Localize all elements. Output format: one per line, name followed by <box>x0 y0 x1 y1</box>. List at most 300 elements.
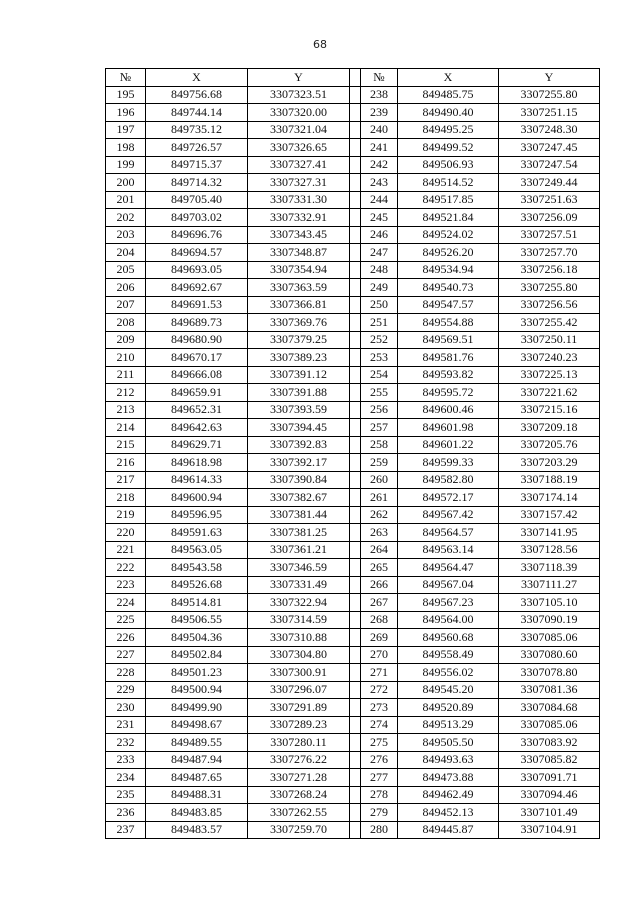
point-number-cell: 245 <box>361 209 398 227</box>
point-number-cell: 271 <box>361 664 398 682</box>
x-coordinate-cell: 849691.53 <box>146 296 248 314</box>
x-coordinate-cell: 849563.05 <box>146 541 248 559</box>
table-row <box>106 419 600 437</box>
point-number-cell: 232 <box>106 734 146 752</box>
x-coordinate-cell: 849567.04 <box>398 576 499 594</box>
y-coordinate-cell: 3307327.41 <box>248 156 350 174</box>
point-number-cell: 236 <box>106 804 146 822</box>
column-gap <box>350 489 361 507</box>
x-coordinate-cell: 849596.95 <box>146 506 248 524</box>
y-coordinate-cell: 3307361.21 <box>248 541 350 559</box>
x-coordinate-cell: 849487.94 <box>146 751 248 769</box>
y-coordinate-cell: 3307111.27 <box>499 576 600 594</box>
y-coordinate-cell: 3307369.76 <box>248 314 350 332</box>
x-coordinate-cell: 849514.81 <box>146 594 248 612</box>
table-row <box>106 139 600 157</box>
y-coordinate-cell: 3307240.23 <box>499 349 600 367</box>
x-coordinate-cell: 849564.47 <box>398 559 499 577</box>
column-gap <box>350 384 361 402</box>
x-coordinate-cell: 849694.57 <box>146 244 248 262</box>
x-coordinate-cell: 849524.02 <box>398 226 499 244</box>
x-coordinate-cell: 849572.17 <box>398 489 499 507</box>
table-row <box>106 191 600 209</box>
point-number-cell: 280 <box>361 821 398 839</box>
y-coordinate-cell: 3307247.45 <box>499 139 600 157</box>
y-coordinate-cell: 3307343.45 <box>248 226 350 244</box>
y-coordinate-cell: 3307257.51 <box>499 226 600 244</box>
column-gap <box>350 436 361 454</box>
table-row <box>106 751 600 769</box>
y-coordinate-cell: 3307322.94 <box>248 594 350 612</box>
column-gap <box>350 576 361 594</box>
column-gap <box>350 366 361 384</box>
column-gap <box>350 121 361 139</box>
point-number-cell: 244 <box>361 191 398 209</box>
column-gap <box>350 244 361 262</box>
point-number-cell: 272 <box>361 681 398 699</box>
column-gap <box>350 349 361 367</box>
x-coordinate-cell: 849600.46 <box>398 401 499 419</box>
column-gap <box>350 629 361 647</box>
point-number-cell: 218 <box>106 489 146 507</box>
y-coordinate-cell: 3307326.65 <box>248 139 350 157</box>
point-number-cell: 241 <box>361 139 398 157</box>
y-coordinate-cell: 3307157.42 <box>499 506 600 524</box>
point-number-cell: 239 <box>361 104 398 122</box>
point-number-cell: 264 <box>361 541 398 559</box>
column-gap <box>350 279 361 297</box>
y-coordinate-cell: 3307247.54 <box>499 156 600 174</box>
x-coordinate-cell: 849543.58 <box>146 559 248 577</box>
column-gap <box>350 191 361 209</box>
x-coordinate-cell: 849506.55 <box>146 611 248 629</box>
x-coordinate-cell: 849520.89 <box>398 699 499 717</box>
y-coordinate-cell: 3307085.82 <box>499 751 600 769</box>
x-coordinate-cell: 849487.65 <box>146 769 248 787</box>
point-number-cell: 250 <box>361 296 398 314</box>
column-gap <box>350 506 361 524</box>
y-coordinate-cell: 3307256.18 <box>499 261 600 279</box>
x-coordinate-cell: 849483.57 <box>146 821 248 839</box>
table-row <box>106 401 600 419</box>
table-row <box>106 576 600 594</box>
point-number-cell: 277 <box>361 769 398 787</box>
point-number-cell: 208 <box>106 314 146 332</box>
y-coordinate-cell: 3307366.81 <box>248 296 350 314</box>
column-gap <box>350 559 361 577</box>
point-number-cell: 197 <box>106 121 146 139</box>
point-number-cell: 259 <box>361 454 398 472</box>
x-coordinate-cell: 849498.67 <box>146 716 248 734</box>
y-coordinate-cell: 3307327.31 <box>248 174 350 192</box>
y-coordinate-cell: 3307332.91 <box>248 209 350 227</box>
table-row <box>106 86 600 104</box>
point-number-cell: 201 <box>106 191 146 209</box>
y-coordinate-cell: 3307379.25 <box>248 331 350 349</box>
column-gap <box>350 156 361 174</box>
x-coordinate-cell: 849614.33 <box>146 471 248 489</box>
y-coordinate-cell: 3307128.56 <box>499 541 600 559</box>
x-coordinate-cell: 849703.02 <box>146 209 248 227</box>
x-coordinate-cell: 849526.68 <box>146 576 248 594</box>
table-row <box>106 506 600 524</box>
y-coordinate-cell: 3307268.24 <box>248 786 350 804</box>
point-number-cell: 265 <box>361 559 398 577</box>
header-gap <box>350 69 361 87</box>
x-coordinate-cell: 849600.94 <box>146 489 248 507</box>
point-number-cell: 226 <box>106 629 146 647</box>
x-coordinate-cell: 849715.37 <box>146 156 248 174</box>
point-number-cell: 253 <box>361 349 398 367</box>
table-row <box>106 156 600 174</box>
column-gap <box>350 734 361 752</box>
table-row <box>106 366 600 384</box>
point-number-cell: 247 <box>361 244 398 262</box>
point-number-cell: 209 <box>106 331 146 349</box>
table-row <box>106 611 600 629</box>
x-coordinate-cell: 849514.52 <box>398 174 499 192</box>
table-row <box>106 524 600 542</box>
x-coordinate-cell: 849564.57 <box>398 524 499 542</box>
point-number-cell: 203 <box>106 226 146 244</box>
column-gap <box>350 331 361 349</box>
point-number-cell: 207 <box>106 296 146 314</box>
x-coordinate-cell: 849502.84 <box>146 646 248 664</box>
point-number-cell: 222 <box>106 559 146 577</box>
point-number-cell: 215 <box>106 436 146 454</box>
x-coordinate-cell: 849547.57 <box>398 296 499 314</box>
x-coordinate-cell: 849489.55 <box>146 734 248 752</box>
column-gap <box>350 769 361 787</box>
y-coordinate-cell: 3307381.25 <box>248 524 350 542</box>
point-number-cell: 242 <box>361 156 398 174</box>
y-coordinate-cell: 3307314.59 <box>248 611 350 629</box>
column-gap <box>350 646 361 664</box>
x-coordinate-cell: 849599.33 <box>398 454 499 472</box>
y-coordinate-cell: 3307320.00 <box>248 104 350 122</box>
point-number-cell: 256 <box>361 401 398 419</box>
point-number-cell: 257 <box>361 419 398 437</box>
y-coordinate-cell: 3307104.91 <box>499 821 600 839</box>
point-number-cell: 269 <box>361 629 398 647</box>
point-number-cell: 278 <box>361 786 398 804</box>
y-coordinate-cell: 3307174.14 <box>499 489 600 507</box>
point-number-cell: 219 <box>106 506 146 524</box>
column-gap <box>350 681 361 699</box>
column-gap <box>350 454 361 472</box>
table-row <box>106 541 600 559</box>
column-gap <box>350 296 361 314</box>
y-coordinate-cell: 3307203.29 <box>499 454 600 472</box>
y-coordinate-cell: 3307391.12 <box>248 366 350 384</box>
point-number-cell: 252 <box>361 331 398 349</box>
x-coordinate-cell: 849696.76 <box>146 226 248 244</box>
column-gap <box>350 751 361 769</box>
point-number-cell: 213 <box>106 401 146 419</box>
x-coordinate-cell: 849693.05 <box>146 261 248 279</box>
column-gap <box>350 804 361 822</box>
y-coordinate-cell: 3307085.06 <box>499 716 600 734</box>
y-coordinate-cell: 3307255.42 <box>499 314 600 332</box>
x-coordinate-cell: 849705.40 <box>146 191 248 209</box>
y-coordinate-cell: 3307257.70 <box>499 244 600 262</box>
column-gap <box>350 594 361 612</box>
y-coordinate-cell: 3307250.11 <box>499 331 600 349</box>
x-coordinate-cell: 849506.93 <box>398 156 499 174</box>
table-row <box>106 786 600 804</box>
y-coordinate-cell: 3307280.11 <box>248 734 350 752</box>
y-coordinate-cell: 3307346.59 <box>248 559 350 577</box>
y-coordinate-cell: 3307078.80 <box>499 664 600 682</box>
x-coordinate-cell: 849670.17 <box>146 349 248 367</box>
x-coordinate-cell: 849499.90 <box>146 699 248 717</box>
point-number-cell: 266 <box>361 576 398 594</box>
point-number-cell: 270 <box>361 646 398 664</box>
x-coordinate-cell: 849490.40 <box>398 104 499 122</box>
table-body <box>106 86 600 839</box>
x-coordinate-cell: 849505.50 <box>398 734 499 752</box>
y-coordinate-cell: 3307262.55 <box>248 804 350 822</box>
y-coordinate-cell: 3307304.80 <box>248 646 350 664</box>
point-number-cell: 233 <box>106 751 146 769</box>
point-number-cell: 196 <box>106 104 146 122</box>
y-coordinate-cell: 3307323.51 <box>248 86 350 104</box>
point-number-cell: 248 <box>361 261 398 279</box>
table-row <box>106 454 600 472</box>
y-coordinate-cell: 3307083.92 <box>499 734 600 752</box>
y-coordinate-cell: 3307255.80 <box>499 279 600 297</box>
x-coordinate-cell: 849445.87 <box>398 821 499 839</box>
y-coordinate-cell: 3307094.46 <box>499 786 600 804</box>
x-coordinate-cell: 849629.71 <box>146 436 248 454</box>
table-header-row <box>106 69 600 87</box>
x-coordinate-cell: 849735.12 <box>146 121 248 139</box>
table-row <box>106 821 600 839</box>
x-coordinate-cell: 849726.57 <box>146 139 248 157</box>
header-number-right: № <box>361 69 398 87</box>
x-coordinate-cell: 849488.31 <box>146 786 248 804</box>
x-coordinate-cell: 849473.88 <box>398 769 499 787</box>
point-number-cell: 216 <box>106 454 146 472</box>
y-coordinate-cell: 3307259.70 <box>248 821 350 839</box>
point-number-cell: 204 <box>106 244 146 262</box>
table-row <box>106 804 600 822</box>
x-coordinate-cell: 849513.29 <box>398 716 499 734</box>
y-coordinate-cell: 3307382.67 <box>248 489 350 507</box>
y-coordinate-cell: 3307331.30 <box>248 191 350 209</box>
x-coordinate-cell: 849595.72 <box>398 384 499 402</box>
x-coordinate-cell: 849452.13 <box>398 804 499 822</box>
x-coordinate-cell: 849495.25 <box>398 121 499 139</box>
table-row <box>106 226 600 244</box>
x-coordinate-cell: 849618.98 <box>146 454 248 472</box>
y-coordinate-cell: 3307363.59 <box>248 279 350 297</box>
x-coordinate-cell: 849593.82 <box>398 366 499 384</box>
y-coordinate-cell: 3307296.07 <box>248 681 350 699</box>
table-row <box>106 681 600 699</box>
point-number-cell: 274 <box>361 716 398 734</box>
y-coordinate-cell: 3307321.04 <box>248 121 350 139</box>
header-number-left: № <box>106 69 146 87</box>
y-coordinate-cell: 3307389.23 <box>248 349 350 367</box>
x-coordinate-cell: 849680.90 <box>146 331 248 349</box>
y-coordinate-cell: 3307081.36 <box>499 681 600 699</box>
x-coordinate-cell: 849601.22 <box>398 436 499 454</box>
table-row <box>106 646 600 664</box>
point-number-cell: 246 <box>361 226 398 244</box>
x-coordinate-cell: 849756.68 <box>146 86 248 104</box>
column-gap <box>350 524 361 542</box>
table-row <box>106 629 600 647</box>
point-number-cell: 263 <box>361 524 398 542</box>
point-number-cell: 205 <box>106 261 146 279</box>
y-coordinate-cell: 3307392.17 <box>248 454 350 472</box>
y-coordinate-cell: 3307118.39 <box>499 559 600 577</box>
table-row <box>106 436 600 454</box>
column-gap <box>350 86 361 104</box>
x-coordinate-cell: 849642.63 <box>146 419 248 437</box>
point-number-cell: 210 <box>106 349 146 367</box>
y-coordinate-cell: 3307221.62 <box>499 384 600 402</box>
x-coordinate-cell: 849540.73 <box>398 279 499 297</box>
point-number-cell: 255 <box>361 384 398 402</box>
header-y-left: Y <box>248 69 350 87</box>
y-coordinate-cell: 3307091.71 <box>499 769 600 787</box>
point-number-cell: 268 <box>361 611 398 629</box>
x-coordinate-cell: 849601.98 <box>398 419 499 437</box>
x-coordinate-cell: 849563.14 <box>398 541 499 559</box>
table-row <box>106 471 600 489</box>
x-coordinate-cell: 849545.20 <box>398 681 499 699</box>
y-coordinate-cell: 3307276.22 <box>248 751 350 769</box>
column-gap <box>350 261 361 279</box>
header-x-left: X <box>146 69 248 87</box>
x-coordinate-cell: 849499.52 <box>398 139 499 157</box>
y-coordinate-cell: 3307084.68 <box>499 699 600 717</box>
x-coordinate-cell: 849666.08 <box>146 366 248 384</box>
column-gap <box>350 664 361 682</box>
y-coordinate-cell: 3307391.88 <box>248 384 350 402</box>
table-row <box>106 769 600 787</box>
y-coordinate-cell: 3307310.88 <box>248 629 350 647</box>
column-gap <box>350 314 361 332</box>
point-number-cell: 198 <box>106 139 146 157</box>
x-coordinate-cell: 849554.88 <box>398 314 499 332</box>
point-number-cell: 206 <box>106 279 146 297</box>
point-number-cell: 238 <box>361 86 398 104</box>
point-number-cell: 199 <box>106 156 146 174</box>
x-coordinate-cell: 849582.80 <box>398 471 499 489</box>
point-number-cell: 202 <box>106 209 146 227</box>
y-coordinate-cell: 3307205.76 <box>499 436 600 454</box>
table-row <box>106 384 600 402</box>
y-coordinate-cell: 3307256.09 <box>499 209 600 227</box>
point-number-cell: 243 <box>361 174 398 192</box>
y-coordinate-cell: 3307392.83 <box>248 436 350 454</box>
point-number-cell: 258 <box>361 436 398 454</box>
x-coordinate-cell: 849501.23 <box>146 664 248 682</box>
y-coordinate-cell: 3307101.49 <box>499 804 600 822</box>
y-coordinate-cell: 3307390.84 <box>248 471 350 489</box>
x-coordinate-cell: 849567.42 <box>398 506 499 524</box>
point-number-cell: 251 <box>361 314 398 332</box>
table-row <box>106 244 600 262</box>
x-coordinate-cell: 849500.94 <box>146 681 248 699</box>
y-coordinate-cell: 3307251.63 <box>499 191 600 209</box>
column-gap <box>350 611 361 629</box>
y-coordinate-cell: 3307393.59 <box>248 401 350 419</box>
y-coordinate-cell: 3307105.10 <box>499 594 600 612</box>
table-row <box>106 716 600 734</box>
x-coordinate-cell: 849504.36 <box>146 629 248 647</box>
table-row <box>106 279 600 297</box>
table-row <box>106 296 600 314</box>
point-number-cell: 261 <box>361 489 398 507</box>
y-coordinate-cell: 3307249.44 <box>499 174 600 192</box>
x-coordinate-cell: 849581.76 <box>398 349 499 367</box>
y-coordinate-cell: 3307188.19 <box>499 471 600 489</box>
x-coordinate-cell: 849652.31 <box>146 401 248 419</box>
column-gap <box>350 174 361 192</box>
y-coordinate-cell: 3307225.13 <box>499 366 600 384</box>
table-row <box>106 331 600 349</box>
x-coordinate-cell: 849714.32 <box>146 174 248 192</box>
x-coordinate-cell: 849485.75 <box>398 86 499 104</box>
point-number-cell: 279 <box>361 804 398 822</box>
column-gap <box>350 401 361 419</box>
column-gap <box>350 786 361 804</box>
point-number-cell: 240 <box>361 121 398 139</box>
point-number-cell: 221 <box>106 541 146 559</box>
coordinates-table <box>105 68 600 839</box>
point-number-cell: 225 <box>106 611 146 629</box>
point-number-cell: 260 <box>361 471 398 489</box>
point-number-cell: 262 <box>361 506 398 524</box>
y-coordinate-cell: 3307080.60 <box>499 646 600 664</box>
point-number-cell: 249 <box>361 279 398 297</box>
point-number-cell: 214 <box>106 419 146 437</box>
y-coordinate-cell: 3307271.28 <box>248 769 350 787</box>
table-row <box>106 314 600 332</box>
column-gap <box>350 419 361 437</box>
y-coordinate-cell: 3307291.89 <box>248 699 350 717</box>
table-row <box>106 699 600 717</box>
x-coordinate-cell: 849558.49 <box>398 646 499 664</box>
x-coordinate-cell: 849689.73 <box>146 314 248 332</box>
table-row <box>106 734 600 752</box>
y-coordinate-cell: 3307381.44 <box>248 506 350 524</box>
point-number-cell: 276 <box>361 751 398 769</box>
point-number-cell: 229 <box>106 681 146 699</box>
x-coordinate-cell: 849744.14 <box>146 104 248 122</box>
header-x-right: X <box>398 69 499 87</box>
point-number-cell: 273 <box>361 699 398 717</box>
x-coordinate-cell: 849526.20 <box>398 244 499 262</box>
point-number-cell: 212 <box>106 384 146 402</box>
table-row <box>106 664 600 682</box>
point-number-cell: 237 <box>106 821 146 839</box>
point-number-cell: 231 <box>106 716 146 734</box>
y-coordinate-cell: 3307348.87 <box>248 244 350 262</box>
header-y-right: Y <box>499 69 600 87</box>
column-gap <box>350 471 361 489</box>
y-coordinate-cell: 3307256.56 <box>499 296 600 314</box>
y-coordinate-cell: 3307085.06 <box>499 629 600 647</box>
x-coordinate-cell: 849564.00 <box>398 611 499 629</box>
y-coordinate-cell: 3307289.23 <box>248 716 350 734</box>
x-coordinate-cell: 849569.51 <box>398 331 499 349</box>
y-coordinate-cell: 3307215.16 <box>499 401 600 419</box>
